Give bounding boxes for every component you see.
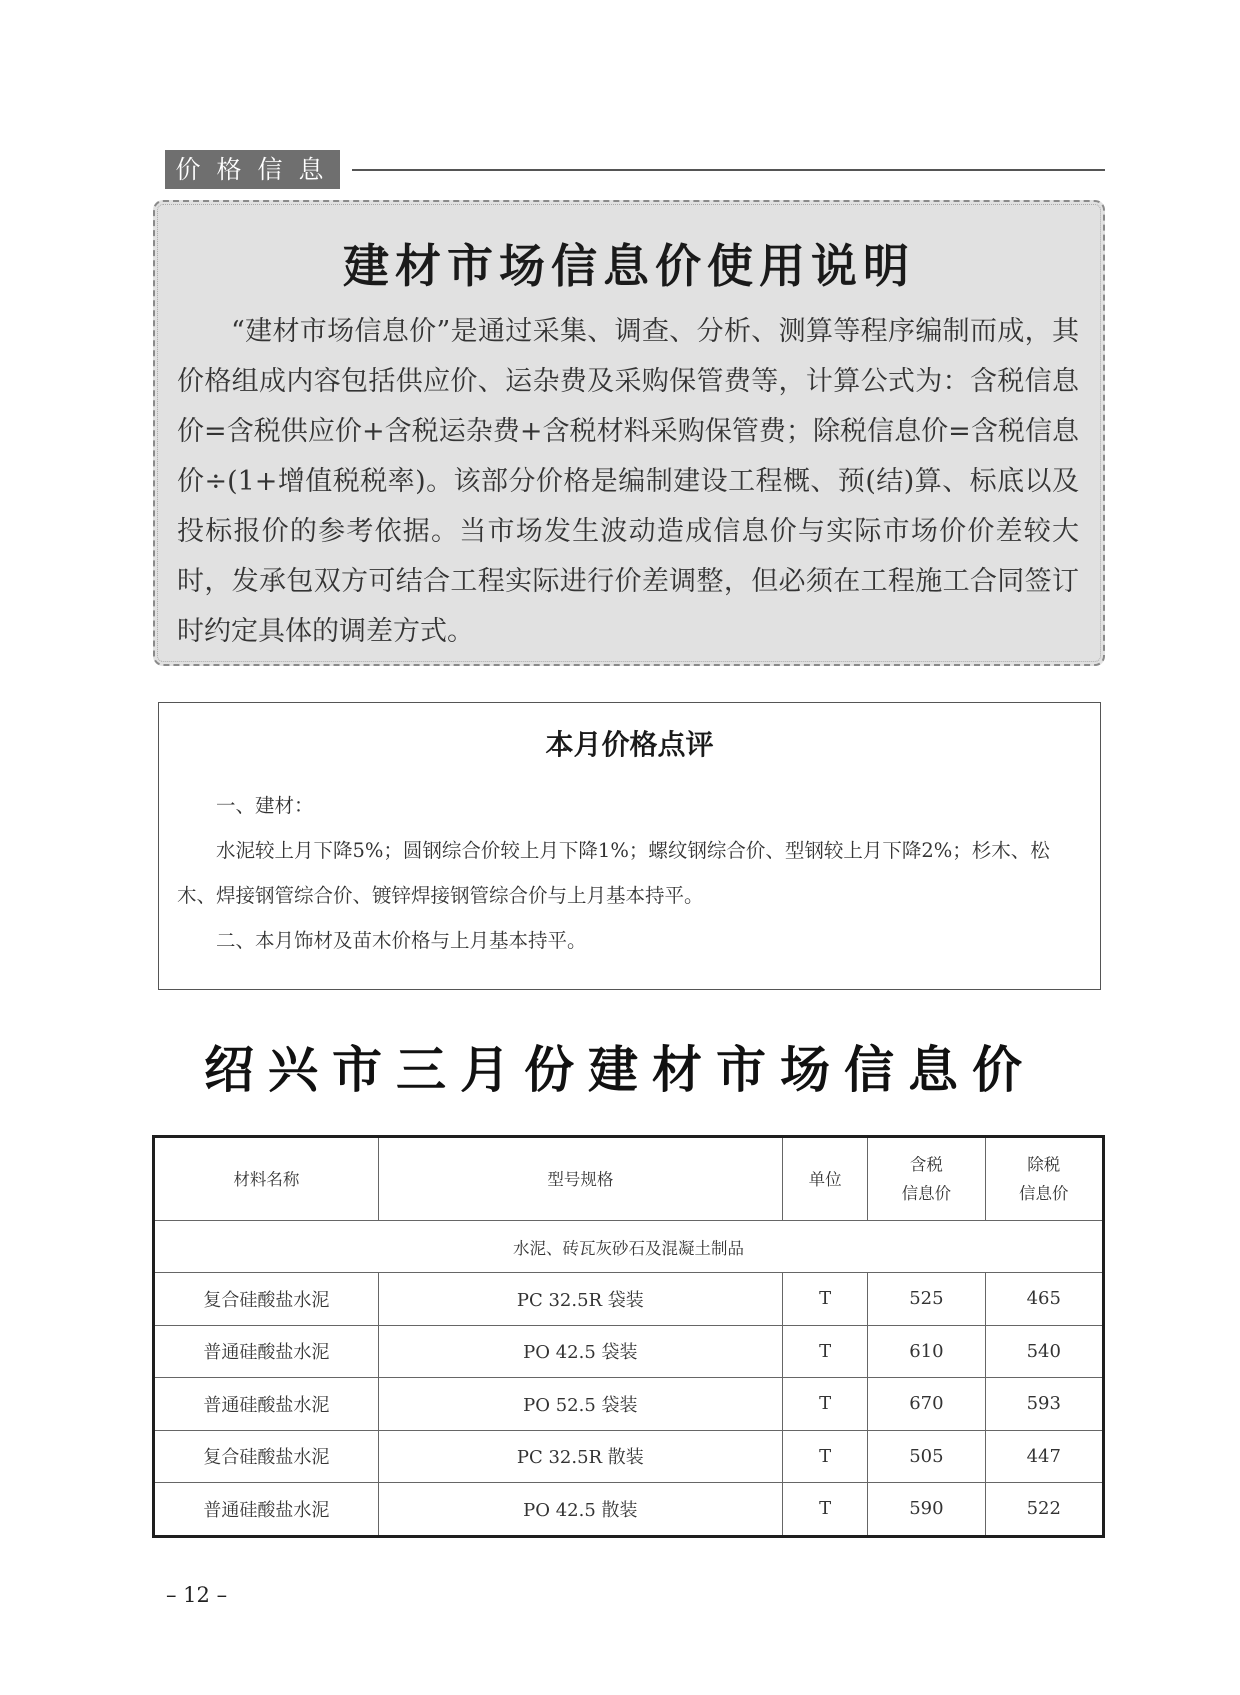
- cell-material-name: 复合硅酸盐水泥: [154, 1273, 379, 1326]
- usage-notes-title: 建材市场信息价使用说明: [343, 239, 915, 293]
- page-number: – 12 –: [166, 1583, 228, 1607]
- cell-material-name: 普通硅酸盐水泥: [154, 1325, 379, 1378]
- cell-tax-price: 590: [868, 1483, 985, 1537]
- header-unit: 单位: [782, 1137, 867, 1221]
- cell-notax-price: 593: [985, 1378, 1103, 1431]
- header-tax-price-line1: 含税: [909, 1155, 943, 1174]
- table-row: [154, 1378, 1104, 1431]
- cell-unit: T: [782, 1325, 867, 1378]
- cell-spec: PO 42.5 袋装: [378, 1325, 782, 1378]
- cell-notax-price: 522: [985, 1483, 1103, 1537]
- cell-unit: T: [782, 1430, 867, 1483]
- price-list-title: 绍兴市三月份建材市场信息价: [204, 1041, 1036, 1099]
- header-material-name: 材料名称: [154, 1137, 379, 1221]
- cell-material-name: 复合硅酸盐水泥: [154, 1430, 379, 1483]
- usage-notes-box: [153, 200, 1105, 666]
- cell-spec: PO 52.5 袋装: [378, 1378, 782, 1431]
- review-paragraph: 水泥较上月下降5%；圆钢综合价较上月下降1%；螺纹钢综合价、型钢较上月下降2%；杉木、松木、焊接钢管综合价、镀锌焊接钢管综合价与上月基本持平。: [177, 839, 1050, 907]
- cell-tax-price: 610: [868, 1325, 985, 1378]
- header-tax-price-line2: 信息价: [901, 1184, 952, 1203]
- price-table: [152, 1135, 1105, 1538]
- review-paragraph: 二、本月饰材及苗木价格与上月基本持平。: [216, 929, 587, 952]
- header-tax-price: [868, 1137, 985, 1221]
- cell-spec: PC 32.5R 散装: [378, 1430, 782, 1483]
- table-row: [154, 1325, 1104, 1378]
- cell-spec: PC 32.5R 袋装: [378, 1273, 782, 1326]
- cell-material-name: 普通硅酸盐水泥: [154, 1378, 379, 1431]
- cell-tax-price: 670: [868, 1378, 985, 1431]
- header-rule: [352, 169, 1105, 171]
- table-header-row: [154, 1137, 1104, 1221]
- cell-unit: T: [782, 1378, 867, 1431]
- monthly-review-box: [158, 702, 1101, 990]
- cell-notax-price: 465: [985, 1273, 1103, 1326]
- section-tag: 价格信息: [165, 150, 340, 189]
- cell-tax-price: 525: [868, 1273, 985, 1326]
- monthly-review-title: 本月价格点评: [545, 728, 714, 761]
- header-notax-price-line1: 除税: [1027, 1155, 1061, 1174]
- cell-unit: T: [782, 1273, 867, 1326]
- cell-notax-price: 447: [985, 1430, 1103, 1483]
- table-section-row: [154, 1221, 1104, 1273]
- section-label: 水泥、砖瓦灰砂石及混凝土制品: [154, 1221, 1104, 1273]
- header-spec: 型号规格: [378, 1137, 782, 1221]
- cell-tax-price: 505: [868, 1430, 985, 1483]
- header-notax-price: [985, 1137, 1103, 1221]
- monthly-review-body: [177, 783, 1082, 963]
- cell-notax-price: 540: [985, 1325, 1103, 1378]
- review-paragraph: 一、建材：: [216, 794, 314, 817]
- table-row: [154, 1273, 1104, 1326]
- header-notax-price-line2: 信息价: [1019, 1184, 1069, 1203]
- cell-unit: T: [782, 1483, 867, 1537]
- cell-material-name: 普通硅酸盐水泥: [154, 1483, 379, 1537]
- table-row: [154, 1483, 1104, 1537]
- table-row: [154, 1430, 1104, 1483]
- usage-notes-text: “建材市场信息价”是通过采集、调查、分析、测算等程序编制而成，其价格组成内容包括供应价、运杂费及采购保管费等，计算公式为：含税信息价=含税供应价+含税运杂费+含税材料采购保管费；除税信息价=含税信息价÷(1+增值税税率)。该部分价格是编制建设工程概、预(结)算、标底以及投标报价的参考依据。当市场发生波动造成信息价与实际市场价价差较大时，发承包双方可结合工程实际进行价差调整，但必须在工程施工合同签订时约定具体的调差方式。: [177, 316, 1079, 647]
- cell-spec: PO 42.5 散装: [378, 1483, 782, 1537]
